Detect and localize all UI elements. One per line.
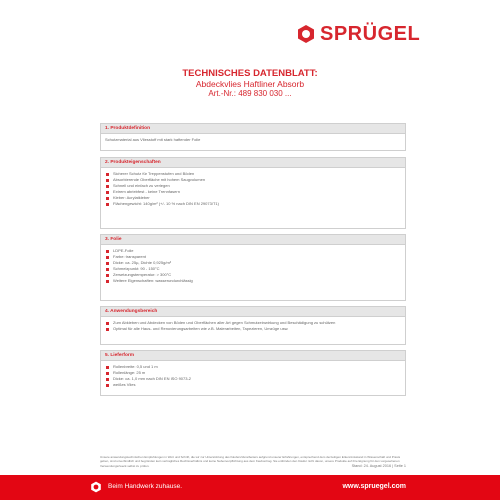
section-heading: 3. Folie	[101, 235, 405, 245]
section-folie	[100, 234, 406, 301]
list-item: Farbe: transparent	[105, 254, 401, 260]
bullet-square-icon	[106, 378, 109, 381]
bullet-square-icon	[106, 366, 109, 369]
list-item: Schnell und einfach zu verlegen	[105, 183, 401, 189]
bullet-square-icon	[106, 372, 109, 375]
section-produktdefinition	[100, 123, 406, 151]
section-produkteigenschaften	[100, 157, 406, 229]
footer-bar	[0, 475, 500, 500]
section-text: Schutzmaterial aus Vliesstoff mit stark haftender Folie	[105, 137, 201, 142]
bullet-square-icon	[106, 179, 109, 182]
bullet-square-icon	[106, 185, 109, 188]
title-article-number: Art.-Nr.: 489 830 030 ...	[208, 89, 292, 98]
list-item: weißes Vlies	[105, 382, 401, 388]
section-heading: 2. Produkteigenschaften	[101, 158, 405, 168]
bullet-square-icon	[106, 262, 109, 265]
bullet-square-icon	[106, 197, 109, 200]
list-item: Zersetzungstemperatur: > 300°C	[105, 272, 401, 278]
bullet-square-icon	[106, 384, 109, 387]
list-item: Sicherer Schutz für Treppenstufen und Böden	[105, 171, 401, 177]
bullet-list	[105, 171, 401, 207]
bullet-list	[105, 364, 401, 388]
bullet-square-icon	[106, 173, 109, 176]
list-item: Rollenlänge: 25 m	[105, 370, 401, 376]
brand-logo	[296, 22, 420, 46]
disclaimer-text: Unsere anwendungstechnischen Empfehlungen in Wort und Schrift, die wir zur Unterstützung des Käufers/Verarbeiters aufgrund unserer Erfahrungen, entsprechend dem derzeitigen Erkenntnisstand in Wissenschaft und Praxis geben, sind unverbindlich und begründen kein vertragliches Rechtsverhältnis und keine Nebenverpflichtung aus dem Kaufvertrag. Sie entbinden den Käufer nicht davon, unsere Produkte auf ihre Eignung für den vorgesehenen Verwendungszweck selbst zu prüfen.	[100, 455, 401, 468]
list-item: Zum Abkleben und Abdecken von Böden und Oberflächen aller Art gegen Schmutzeinwirkung und Beschädigung zu schützen	[105, 320, 401, 326]
section-heading: 4. Anwendungsbereich	[101, 307, 405, 317]
list-item: Weitere Eigenschaften: wasserundurchlässig	[105, 278, 401, 284]
bullet-square-icon	[106, 322, 109, 325]
bullet-list	[105, 248, 401, 284]
footer-website-link[interactable]: www.spruegel.com	[342, 483, 406, 490]
bullet-square-icon	[106, 203, 109, 206]
list-item: Dicke: ca. 25µ, Dichte 0,925g/m³	[105, 260, 401, 266]
list-item: Dicke: ca. 1,0 mm nach DIN EN ISO 9073-2	[105, 376, 401, 382]
document-title	[0, 68, 500, 99]
bullet-square-icon	[106, 268, 109, 271]
list-item: Kleber: Acrylatkleber	[105, 195, 401, 201]
list-item: Schmelzpunkt: 90 - 150°C	[105, 266, 401, 272]
list-item: Extrem abriebfest - keine Trennfasern	[105, 189, 401, 195]
brand-name: SPRÜGEL	[320, 23, 421, 45]
section-lieferform	[100, 350, 406, 396]
hex-nut-icon	[90, 481, 102, 493]
bullet-square-icon	[106, 274, 109, 277]
footer-slogan: Beim Handwerk zuhause.	[108, 483, 183, 490]
bullet-list	[105, 320, 401, 332]
section-heading: 1. Produktdefinition	[101, 124, 405, 134]
section-anwendungsbereich	[100, 306, 406, 345]
list-item: Absorbierende Oberfläche mit hohem Saugvolumen	[105, 177, 401, 183]
title-product: Abdeckvlies Haftliner Absorb	[195, 79, 305, 89]
list-item: Flächengewicht: 140g/m² (+/- 10 % nach DIN EN 29073/T1)	[105, 201, 401, 207]
document-date: Stand: 24. August 2016 | Seite 1	[351, 464, 406, 468]
bullet-square-icon	[106, 256, 109, 259]
bullet-square-icon	[106, 191, 109, 194]
hex-nut-icon	[296, 24, 316, 44]
section-heading: 5. Lieferform	[101, 351, 405, 361]
list-item: Optimal für alle Haus- und Renovierungsarbeiten wie z.B. Malerarbeiten, Tapezieren, Umzüge usw.	[105, 326, 401, 332]
bullet-square-icon	[106, 250, 109, 253]
bullet-square-icon	[106, 280, 109, 283]
title-main: TECHNISCHES DATENBLATT:	[182, 68, 318, 79]
list-item: LDPE-Folie	[105, 248, 401, 254]
bullet-square-icon	[106, 328, 109, 331]
list-item: Rollenbreite: 0,5 und 1 m	[105, 364, 401, 370]
